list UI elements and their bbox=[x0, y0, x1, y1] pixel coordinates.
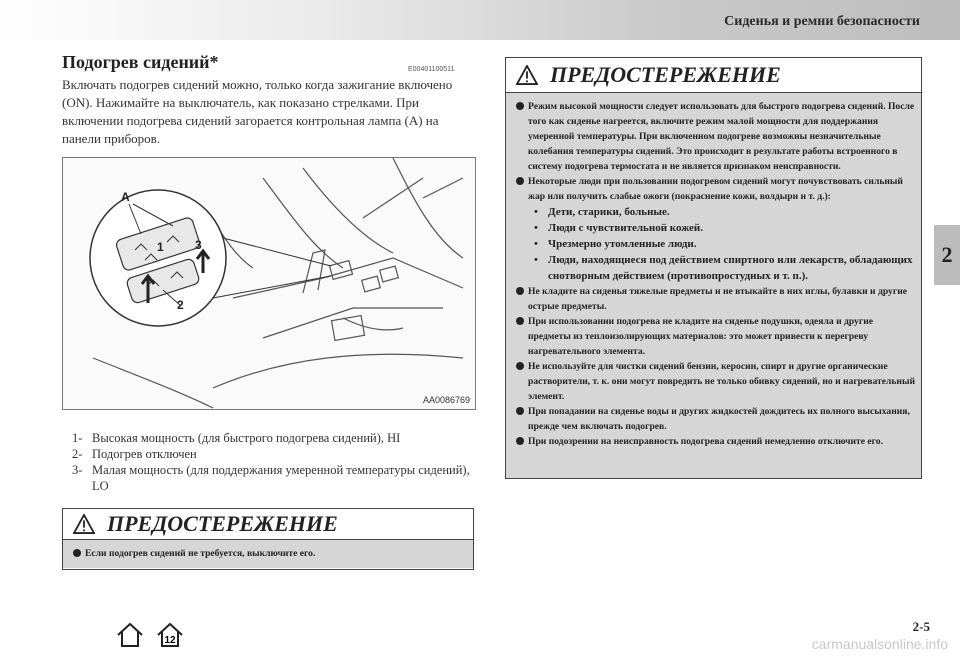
seat-heater-figure bbox=[62, 157, 476, 410]
warning-title: ПРЕДОСТЕРЕЖЕНИЕ bbox=[550, 62, 781, 87]
figure-label-a: A bbox=[121, 190, 130, 204]
watermark: carmanualsonline.info bbox=[811, 636, 948, 652]
warning-title: ПРЕДОСТЕРЕЖЕНИЕ bbox=[107, 511, 338, 536]
home-icon[interactable] bbox=[115, 622, 145, 648]
figure-id: AA0086769 bbox=[422, 395, 470, 405]
warning-body bbox=[506, 93, 921, 478]
figure-label-1: 1 bbox=[157, 240, 164, 254]
chapter-tab[interactable]: 2 bbox=[934, 225, 960, 285]
warning-box-right bbox=[505, 57, 922, 479]
section-intro: Включать подогрев сидений можно, только когда зажигание включено (ON). Нажимайте на выключатель, как показано стрелками. При включении подогрева сидений загорается контрольная лампа (A) на панели приборов. bbox=[62, 77, 453, 146]
warning-body bbox=[63, 540, 473, 568]
warning-item: При подозрении на неисправность подогрева сидений немедленно отключите его. bbox=[512, 434, 917, 449]
warning-header bbox=[506, 58, 921, 93]
warning-item: При попадании на сиденье воды и других жидкостей дождитесь их полного высыхания, прежде чем включать подогрев. bbox=[512, 404, 917, 434]
warning-item: Если подогрев сидений не требуется, выключите его. bbox=[69, 546, 469, 561]
legend-item: 2- Подогрев отключен bbox=[72, 447, 197, 461]
warning-item: Некоторые люди при пользовании подогревом сидений могут почувствовать сильный жар или получить слабые ожоги (покраснение кожи, волдыри и т. д.): bbox=[512, 174, 917, 204]
warning-subitem: • Чрезмерно утомленные люди. bbox=[534, 238, 697, 250]
warning-icon bbox=[73, 514, 95, 534]
figure-label-2: 2 bbox=[177, 298, 184, 312]
warning-box-bottom bbox=[62, 508, 474, 570]
figure-legend bbox=[72, 430, 482, 494]
warning-item: Режим высокой мощности следует использовать для быстрого подогрева сидений. После того как сиденье нагреется, включите режим малой мощности для поддержания умеренной температуры. При включенном подогреве возможны незначительные колебания температуры сидений. Это происходит в результате работы встроенного в систему подогрева термостата и не является признаком неисправности. bbox=[512, 99, 917, 174]
figure-label-3: 3 bbox=[195, 238, 202, 252]
section-title: Подогрев сидений* bbox=[62, 52, 219, 72]
warning-header bbox=[63, 509, 473, 540]
warning-subitem: • Люди с чувствительной кожей. bbox=[534, 222, 704, 234]
warning-icon bbox=[516, 65, 538, 85]
warning-subitem: • Люди, находящиеся под действием спиртного или лекарств, обладающих снотворным действием (противопростудных и т. п.). bbox=[534, 254, 913, 282]
warning-subitem: • Дети, старики, больные. bbox=[534, 206, 670, 218]
section-code: E00401100511 bbox=[408, 66, 455, 73]
page-index-icon[interactable] bbox=[155, 622, 185, 648]
page-index-label: 12 bbox=[164, 635, 176, 646]
warning-item: Не используйте для чистки сидений бензин, керосин, спирт и другие органические растворители, т. к. они могут повредить не только обивку сидений, но и нагревательный элемент. bbox=[512, 359, 917, 404]
nav-icons bbox=[115, 622, 185, 648]
page-number: 2-5 bbox=[912, 619, 930, 634]
warning-item: Не кладите на сиденья тяжелые предметы и не втыкайте в них иглы, булавки и другие острые предметы. bbox=[512, 284, 917, 314]
legend-item: 3- Малая мощность (для поддержания умеренной температуры сидений), LO bbox=[72, 463, 470, 493]
warning-item: При использовании подогрева не кладите на сиденье подушки, одеяла и другие предметы из теплоизолирующих материалов: это может привести к перегреву нагревательного элемента. bbox=[512, 314, 917, 359]
header-title: Сиденья и ремни безопасности bbox=[724, 14, 920, 29]
legend-item: 1- Высокая мощность (для быстрого подогрева сидений), HI bbox=[72, 431, 401, 445]
